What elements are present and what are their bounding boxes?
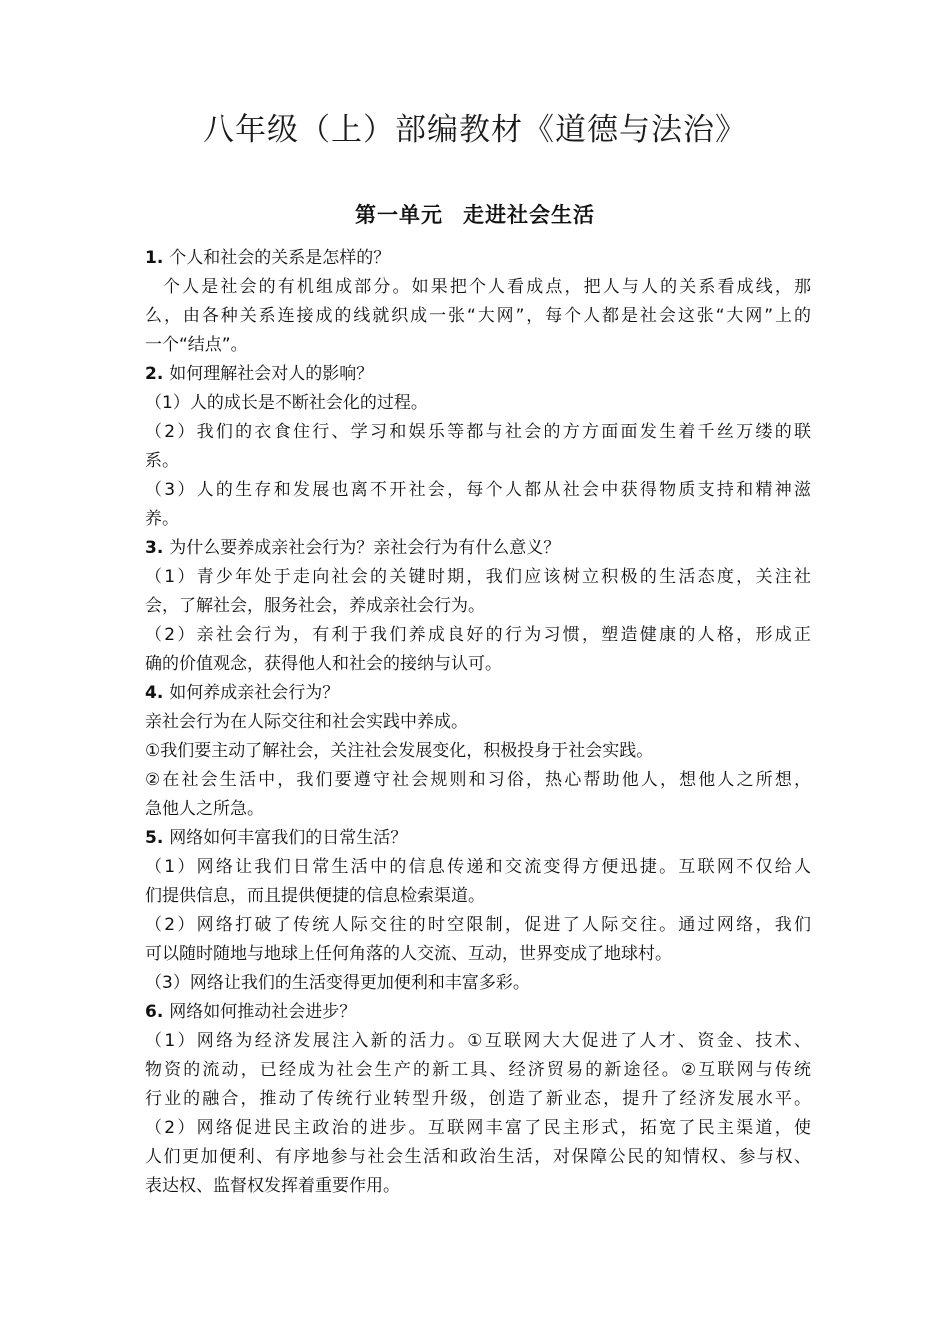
- question-heading: [145, 534, 811, 563]
- question-number: 4.: [145, 683, 164, 703]
- question-block: [145, 534, 811, 679]
- answer-line: （2）我们的衣食住行、学习和娱乐等都与社会的方方面面发生着千丝万缕的联: [145, 422, 811, 442]
- question-heading: [145, 679, 811, 708]
- answer-line: 一个“结点”。: [145, 335, 248, 355]
- question-text: 如何养成亲社会行为？: [169, 683, 340, 703]
- answer-line: 行业的融合，推动了传统行业转型升级，创造了新业态，提升了经济发展水平。: [145, 1089, 811, 1109]
- question-block: [145, 244, 811, 360]
- answer-line: 人们更加便利、有序地参与社会生活和政治生活，对保障公民的知情权、参与权、: [145, 1147, 811, 1167]
- question-text: 如何理解社会对人的影响？: [169, 364, 374, 384]
- question-number: 2.: [145, 364, 164, 384]
- answer-line: ①我们要主动了解社会，关注社会发展变化，积极投身于社会实践。: [145, 741, 654, 761]
- question-block: [145, 824, 811, 998]
- answer-line: （1）青少年处于走向社会的关键时期，我们应该树立积极的生活态度，关注社: [145, 567, 811, 587]
- answer-line: （3）网络让我们的生活变得更加便利和丰富多彩。: [145, 973, 530, 993]
- answer-line: （2）网络促进民主政治的进步。互联网丰富了民主形式，拓宽了民主渠道，使: [145, 1118, 811, 1138]
- question-number: 3.: [145, 538, 164, 558]
- answer-line: 们提供信息，而且提供便捷的信息检索渠道。: [145, 886, 485, 906]
- answer-line: 系。: [145, 451, 179, 471]
- answer-line: ②在社会生活中，我们要遵守社会规则和习俗，热心帮助他人，想他人之所想，: [145, 770, 811, 790]
- question-number: 6.: [145, 1002, 164, 1022]
- question-heading: [145, 998, 811, 1027]
- unit-label: 第一单元: [355, 203, 443, 227]
- question-text: 网络如何推动社会进步？: [169, 1002, 357, 1022]
- answer-line: （3）人的生存和发展也离不开社会，每个人都从社会中获得物质支持和精神滋: [145, 480, 811, 500]
- answer-line: 会，了解社会，服务社会，养成亲社会行为。: [145, 596, 485, 616]
- answer-line: 么，由各种关系连接成的线就织成一张“大网”，每个人都是社会这张“大网”上的: [145, 306, 811, 326]
- question-number: 1.: [145, 248, 164, 268]
- answer-line: 可以随时随地与地球上任何角落的人交流、互动，世界变成了地球村。: [145, 944, 672, 964]
- answer-line: 个人是社会的有机组成部分。如果把个人看成点，把人与人的关系看成线，那: [163, 277, 811, 297]
- answer-line: 确的价值观念，获得他人和社会的接纳与认可。: [145, 654, 502, 674]
- unit-name: 走进社会生活: [463, 203, 595, 227]
- question-text: 网络如何丰富我们的日常生活？: [169, 828, 408, 848]
- question-block: [145, 360, 811, 534]
- answer-line: （1）网络让我们日常生活中的信息传递和交流变得方便迅捷。互联网不仅给人: [145, 857, 811, 877]
- question-block: [145, 679, 811, 824]
- document-title: 八年级（上）部编教材《道德与法治》: [203, 112, 747, 148]
- document-body: [145, 244, 811, 1201]
- answer-line: 表达权、监督权发挥着重要作用。: [145, 1176, 400, 1196]
- question-heading: [145, 824, 811, 853]
- question-heading: [145, 360, 811, 389]
- question-text: 个人和社会的关系是怎样的？: [169, 248, 391, 268]
- question-block: [145, 998, 811, 1201]
- answer-line: （1）网络为经济发展注入新的活力。①互联网大大促进了人才、资金、技术、: [145, 1031, 811, 1051]
- unit-heading: [0, 198, 950, 232]
- answer-line: 急他人之所急。: [145, 799, 264, 819]
- answer-line: 养。: [145, 509, 179, 529]
- question-number: 5.: [145, 828, 164, 848]
- answer-line: （1）人的成长是不断社会化的过程。: [145, 393, 428, 413]
- answer-line: 物资的流动，已经成为社会生产的新工具、经济贸易的新途径。②互联网与传统: [145, 1060, 811, 1080]
- answer-line: （2）网络打破了传统人际交往的时空限制，促进了人际交往。通过网络，我们: [145, 915, 811, 935]
- question-heading: [145, 244, 811, 273]
- answer-line: （2）亲社会行为，有利于我们养成良好的行为习惯，塑造健康的人格，形成正: [145, 625, 811, 645]
- answer-line: 亲社会行为在人际交往和社会实践中养成。: [145, 712, 468, 732]
- question-text: 为什么要养成亲社会行为？亲社会行为有什么意义？: [169, 538, 561, 558]
